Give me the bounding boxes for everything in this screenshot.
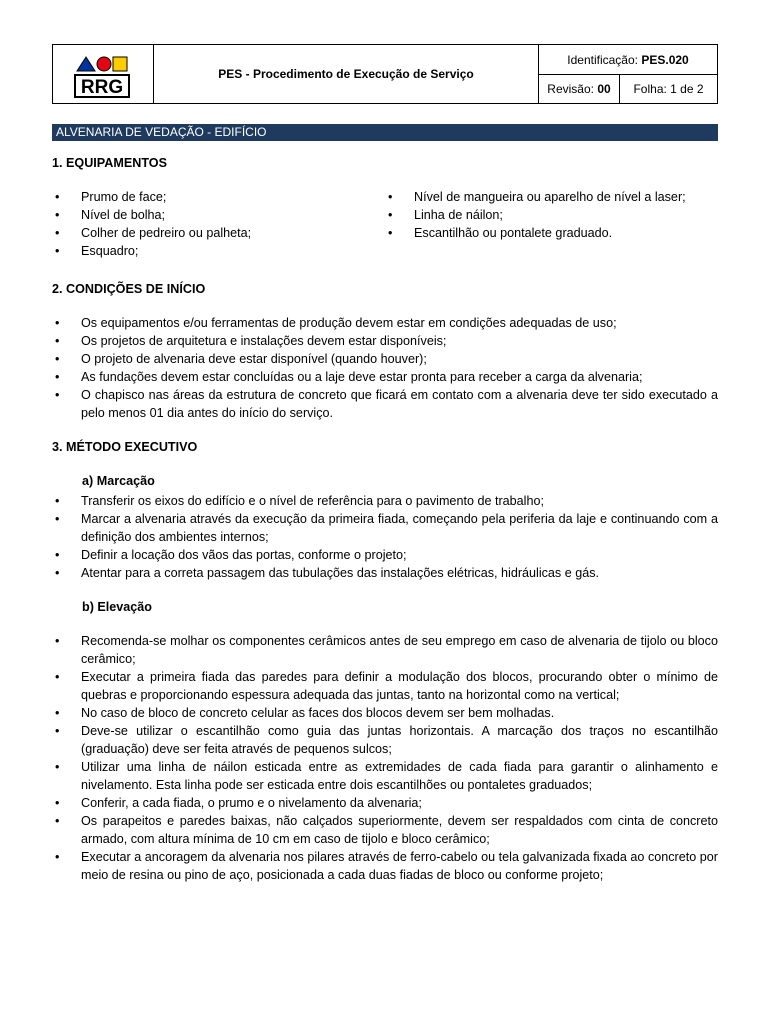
elevacao-list: [52, 632, 718, 884]
list-item: • Os parapeitos e paredes baixas, não calçados superiormente, devem ser respaldados com cinta de concreto armado, com altura mínima de 10 cm em caso de tijolo e bloco cerâmico;: [52, 812, 718, 848]
identification-value: PES.020: [641, 52, 689, 67]
elevacao-subheading: b) Elevação: [82, 600, 152, 614]
list-item: • Esquadro;: [52, 242, 385, 260]
list-item: • Colher de pedreiro ou palheta;: [52, 224, 385, 242]
metodo-heading: 3. MÉTODO EXECUTIVO: [52, 440, 198, 454]
revision-value: 00: [597, 82, 611, 96]
revision: [539, 75, 620, 103]
document-id-block: [539, 45, 717, 103]
document-body: [52, 150, 718, 900]
list-item: • No caso de bloco de concreto celular as faces dos blocos devem ser bem molhadas.: [52, 704, 718, 722]
list-item: • Definir a locação dos vãos das portas, conforme o projeto;: [52, 546, 718, 564]
identification: [539, 45, 717, 75]
list-item: • Recomenda-se molhar os componentes cerâmicos antes de seu emprego em caso de alvenaria de tijolo ou bloco cerâmico;: [52, 632, 718, 668]
conditions-list: [52, 314, 718, 422]
list-item: • Transferir os eixos do edifício e o nível de referência para o pavimento de trabalho;: [52, 492, 718, 510]
list-item: • Utilizar uma linha de náilon esticada entre as extremidades de cada fiada para garantir o alinhamento e nivelamento. Esta linha pode ser esticada entre dois escantilhões ou pontaletes graduados;: [52, 758, 718, 794]
list-item: • O projeto de alvenaria deve estar disponível (quando houver);: [52, 350, 718, 368]
list-item: • Marcar a alvenaria através da execução da primeira fiada, começando pela periferia da laje e continuando com a definição dos ambientes internos;: [52, 510, 718, 546]
identification-label: Identificação:: [567, 52, 638, 67]
list-item: • Atentar para a correta passagem das tubulações das instalações elétricas, hidráulicas e gás.: [52, 564, 718, 582]
revision-label: Revisão:: [547, 82, 594, 96]
list-item: • Nível de bolha;: [52, 206, 385, 224]
list-item: • Prumo de face;: [52, 188, 385, 206]
document-title: PES - Procedimento de Execução de Serviço: [154, 45, 539, 103]
list-item: • Conferir, a cada fiada, o prumo e o nivelamento da alvenaria;: [52, 794, 718, 812]
marcacao-list: [52, 492, 718, 582]
equipment-list-left: [52, 188, 385, 260]
section-title: ALVENARIA DE VEDAÇÃO - EDIFÍCIO: [52, 124, 718, 141]
list-item: • Executar a primeira fiada das paredes para definir a modulação dos blocos, procurando obter o mínimo de quebras e proporcionando espessura adequada das juntas, tanto na horizontal como na vertical;: [52, 668, 718, 704]
sheet-number: Folha: 1 de 2: [633, 82, 704, 96]
list-item: • Os equipamentos e/ou ferramentas de produção devem estar em condições adequadas de uso;: [52, 314, 718, 332]
marcacao-subheading: a) Marcação: [82, 474, 155, 488]
logo-text: RRG: [80, 77, 124, 98]
list-item: • O chapisco nas áreas da estrutura de concreto que ficará em contato com a alvenaria deve ter sido executado a pelo menos 01 dia antes do início do serviço.: [52, 386, 718, 422]
equipment-list-right: [385, 188, 718, 260]
list-item: • Executar a ancoragem da alvenaria nos pilares através de ferro-cabelo ou tela galvanizada fixada ao concreto por meio de resina ou pino de aço, posicionada a cada duas fiadas de bloco ou conforme projeto;: [52, 848, 718, 884]
list-item: • Os projetos de arquitetura e instalações devem estar disponíveis;: [52, 332, 718, 350]
document-header: [52, 44, 718, 104]
company-logo: [53, 45, 154, 103]
list-item: • Deve-se utilizar o escantilhão como guia das juntas horizontais. A marcação dos traços no escantilhão (graduação) deve ser feita através de pequenos sulcos;: [52, 722, 718, 758]
list-item: • As fundações devem estar concluídas ou a laje deve estar pronta para receber a carga da alvenaria;: [52, 368, 718, 386]
condicoes-heading: 2. CONDIÇÕES DE INÍCIO: [52, 282, 206, 296]
list-item: • Escantilhão ou pontalete graduado.: [385, 224, 718, 242]
list-item: • Linha de náilon;: [385, 206, 718, 224]
equipamentos-heading: 1. EQUIPAMENTOS: [52, 156, 167, 170]
list-item: • Nível de mangueira ou aparelho de nível a laser;: [385, 188, 718, 206]
